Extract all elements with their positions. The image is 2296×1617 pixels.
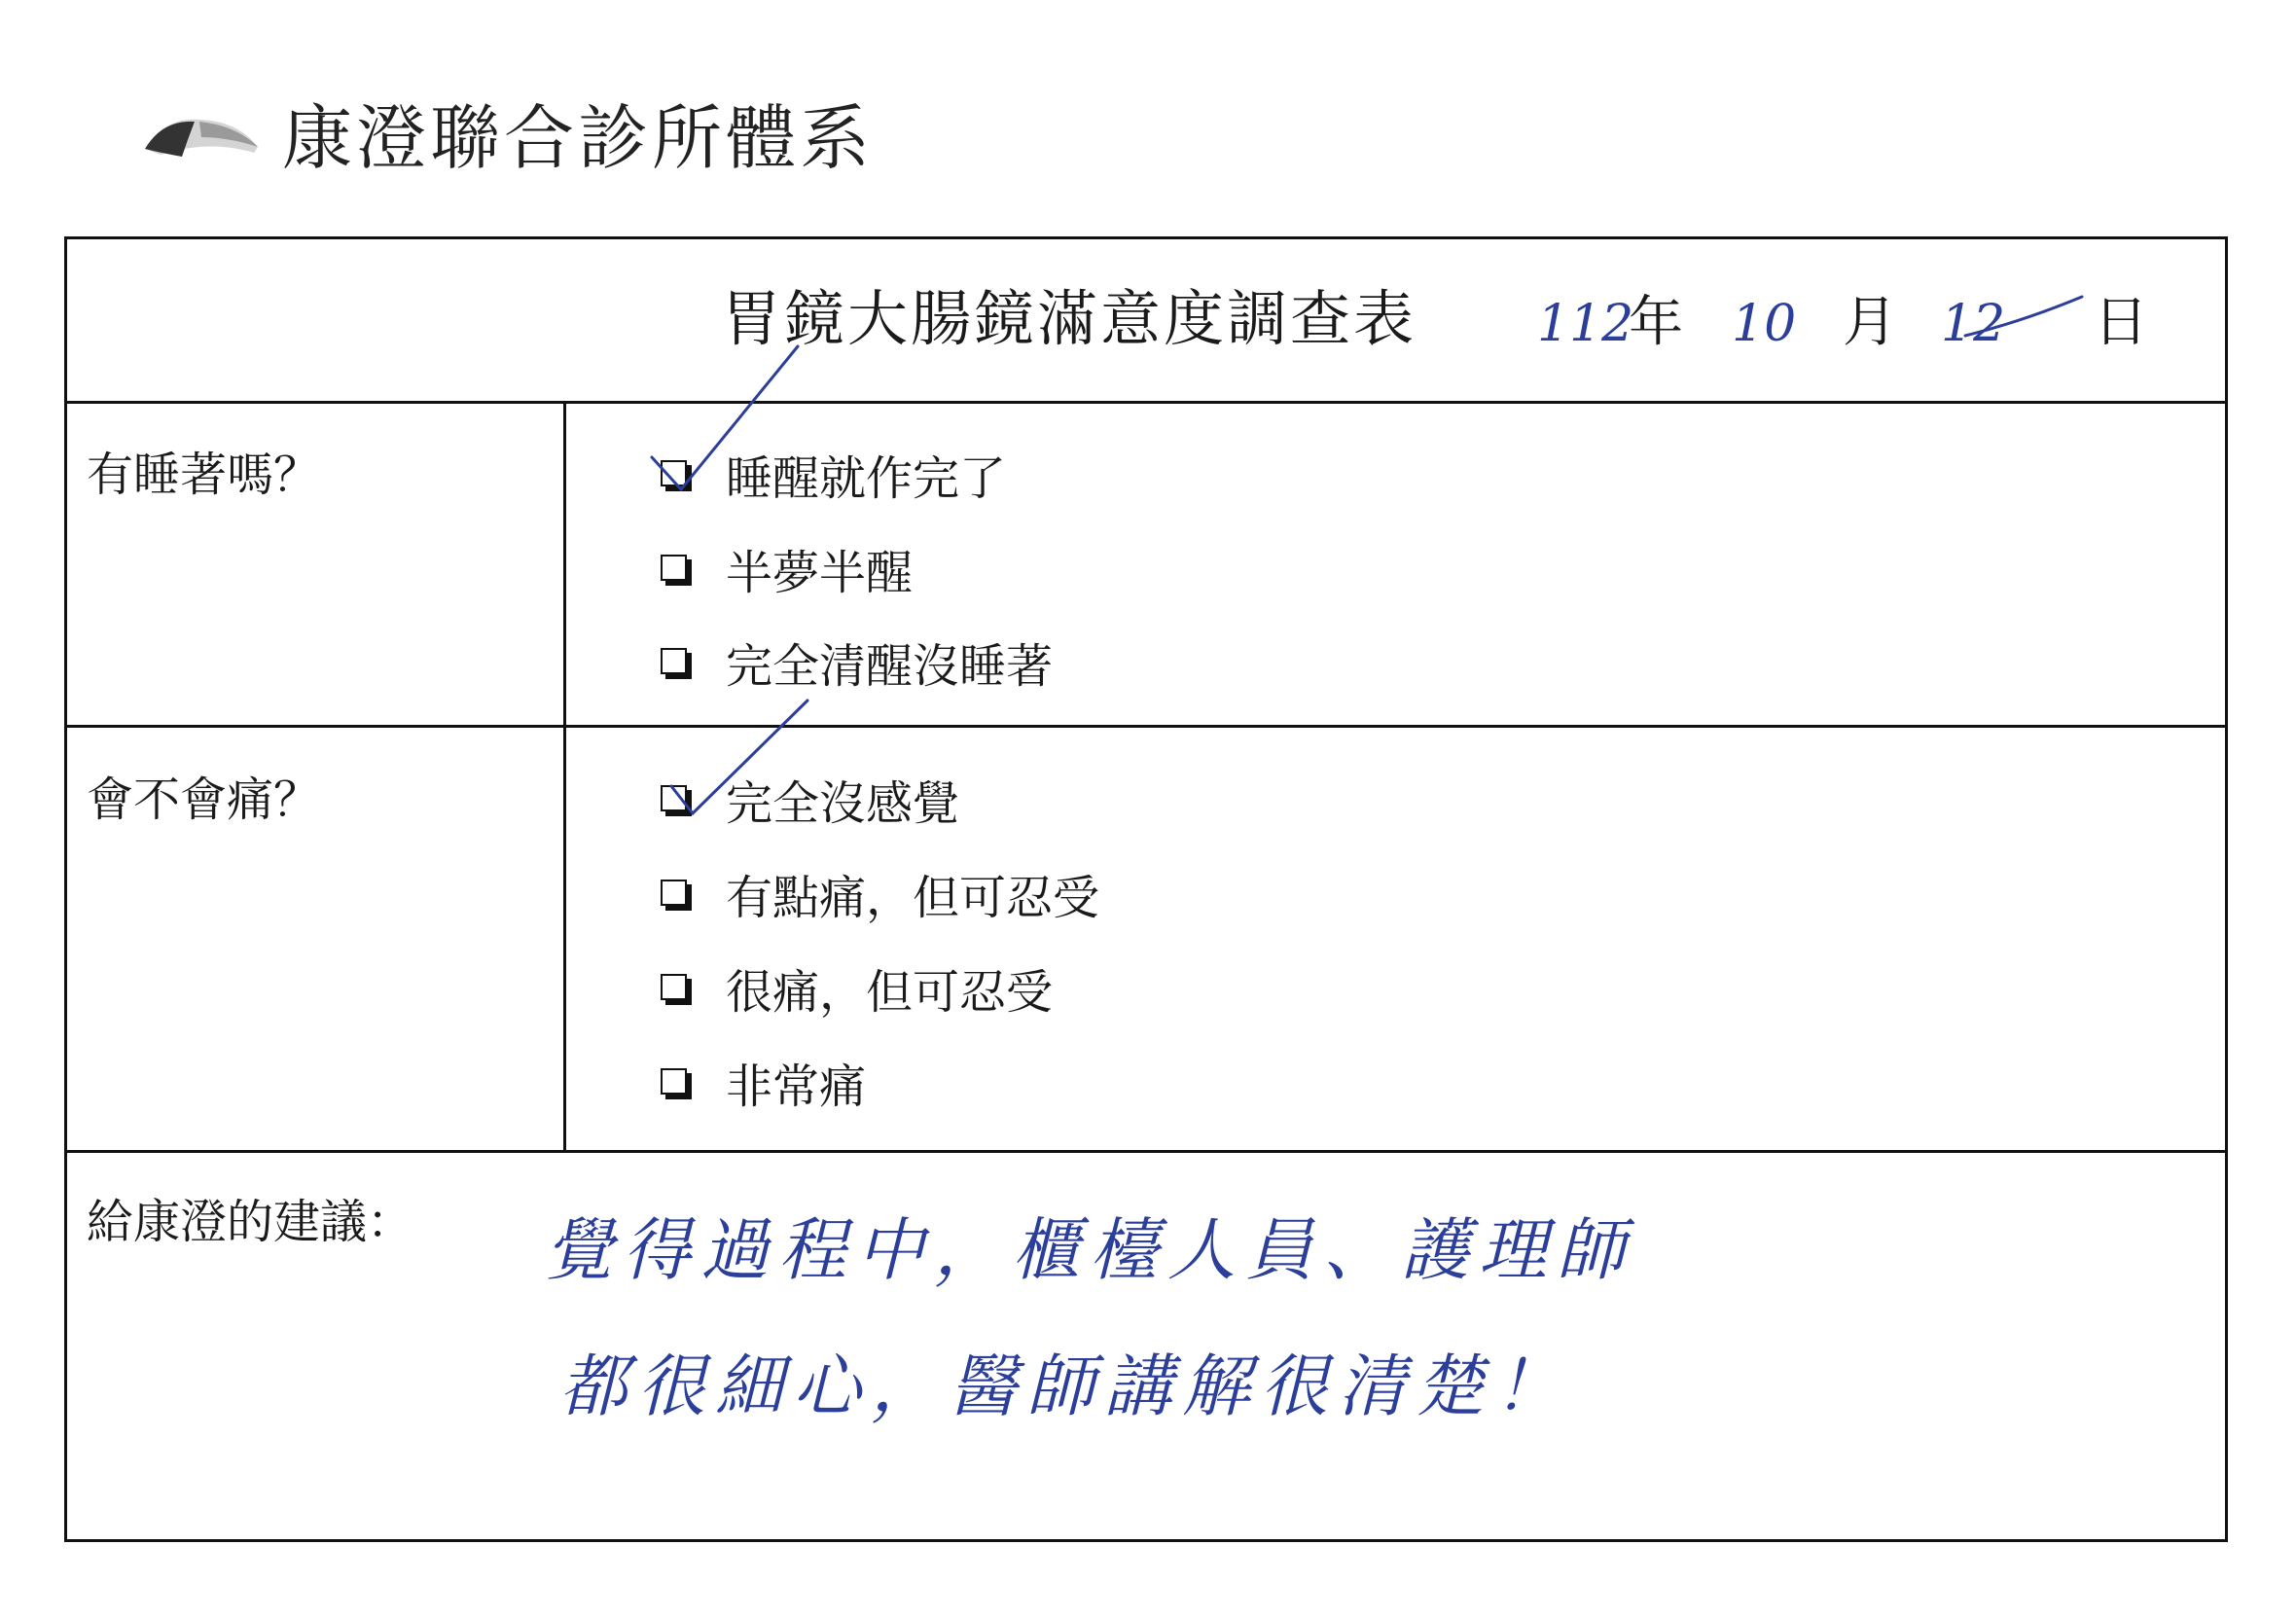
question-pain-label: 會不會痛？: [87, 773, 321, 827]
column-divider: [563, 401, 566, 1153]
section-divider: [67, 725, 2225, 728]
checkbox[interactable]: [661, 785, 687, 811]
checkbox[interactable]: [661, 460, 687, 486]
handwritten-suggestion-line: 覺得過程中，櫃檯人員、護理師: [545, 1210, 1634, 1290]
year-label: 年: [1629, 291, 1683, 354]
checkbox[interactable]: [661, 974, 687, 1000]
checkbox[interactable]: [661, 880, 687, 906]
title-divider: [67, 401, 2225, 404]
form-title: 胃鏡大腸鏡滿意度調查表: [721, 283, 1417, 354]
checkbox[interactable]: [661, 1068, 687, 1095]
clinic-logo-icon: [141, 110, 263, 163]
clinic-name: 康澄聯合診所體系: [282, 97, 875, 179]
checkbox[interactable]: [661, 555, 687, 581]
question-sleep-label: 有睡著嗎？: [87, 448, 321, 502]
month-label: 月: [1843, 291, 1897, 354]
checkbox[interactable]: [661, 648, 687, 674]
section-divider: [67, 1150, 2225, 1153]
survey-form: 胃鏡大腸鏡滿意度調查表 年 月 日 有睡著嗎？ 睡醒就作完了 半夢半醒 完全清醒沒睡著 會不會痛？ 完全沒感覺 有點痛，但可忍受 很痛，但可忍受 非常痛 給康澄的建議：: [64, 236, 2228, 1542]
handwritten-suggestion-line: 都很細心，醫師講解很清楚！: [559, 1347, 1571, 1426]
day-label: 日: [2094, 291, 2148, 354]
handwritten-month: 10: [1732, 295, 1797, 353]
handwritten-day: 12: [1941, 295, 2006, 353]
suggestion-label: 給康澄的建議：: [87, 1195, 414, 1249]
handwritten-year: 112: [1537, 295, 1634, 353]
